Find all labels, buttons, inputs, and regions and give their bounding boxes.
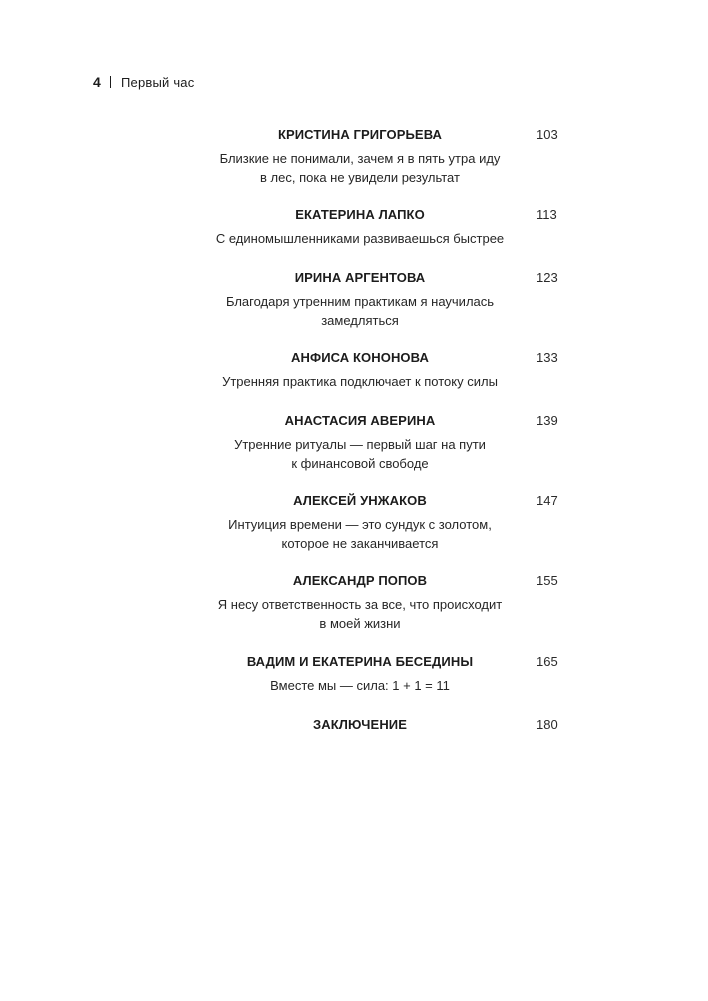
toc-entry[interactable] [200, 412, 558, 473]
toc-entry-name: ЕКАТЕРИНА ЛАПКО [295, 207, 425, 222]
toc-entry-subtitle-line: Близкие не понимали, зачем я в пять утра иду [219, 151, 501, 166]
toc-entry-subtitle-line: Я несу ответственность за все, что происходит [217, 597, 503, 612]
toc-entry[interactable] [200, 653, 558, 695]
toc-entry[interactable] [200, 492, 558, 553]
toc-entry-page: 123 [536, 270, 558, 285]
toc-entry-subtitle-line: Благодаря утренним практикам я научилась [225, 294, 495, 309]
toc-entry-subtitle-line: в лес, пока не увидели результат [260, 170, 460, 185]
toc-entry-page: 155 [536, 573, 558, 588]
toc-entry-subtitle [200, 595, 520, 633]
toc-entry-subtitle [200, 149, 520, 187]
page-number: 4 [93, 74, 101, 90]
toc-entry-subtitle-line: к финансовой свободе [291, 456, 429, 471]
toc-entry[interactable] [200, 349, 558, 391]
toc-entry[interactable] [200, 572, 558, 633]
toc-entry-page: 103 [536, 127, 558, 142]
toc-entry-name: АЛЕКСЕЙ УНЖАКОВ [293, 493, 427, 508]
toc-entry-subtitle [200, 372, 520, 391]
toc-entry-page: 139 [536, 413, 558, 428]
toc-entry-subtitle [200, 515, 520, 553]
toc-entry-name: АНАСТАСИЯ АВЕРИНА [284, 413, 436, 428]
toc-entry-page: 113 [536, 207, 557, 222]
toc-entry-name: КРИСТИНА ГРИГОРЬЕВА [277, 127, 443, 142]
toc-entry-subtitle [200, 676, 520, 695]
toc-entry-subtitle-line: Вместе мы — сила: 1 + 1 = 11 [270, 678, 450, 693]
toc-entry-subtitle [200, 229, 520, 248]
toc-entry-subtitle-line: Утренние ритуалы — первый шаг на пути [234, 437, 486, 452]
toc-entry-subtitle-line: замедляться [321, 313, 399, 328]
toc-entry[interactable] [200, 269, 558, 330]
book-title: Первый час [121, 74, 195, 90]
toc-entry-page: 165 [536, 654, 558, 669]
toc-entry-name: АЛЕКСАНДР ПОПОВ [292, 573, 428, 588]
toc-entry-subtitle-line: в моей жизни [319, 616, 401, 631]
toc-entry-name: АНФИСА КОНОНОВА [291, 350, 429, 365]
toc-entry-page: 180 [536, 717, 558, 732]
toc-entry-subtitle-line: Утренняя практика подключает к потоку силы [222, 374, 498, 389]
toc-entry[interactable] [200, 716, 558, 734]
toc-entry-name: ВАДИМ И ЕКАТЕРИНА БЕСЕДИНЫ [246, 654, 474, 669]
toc-entry-subtitle [200, 292, 520, 330]
toc-entry-name: ИРИНА АРГЕНТОВА [294, 270, 426, 285]
toc-entry-subtitle [200, 435, 520, 473]
toc-entry-page: 133 [536, 350, 558, 365]
toc-entry-name: ЗАКЛЮЧЕНИЕ [312, 717, 408, 732]
toc-entry[interactable] [200, 206, 557, 248]
toc-entry-subtitle-line: Интуиция времени — это сундук с золотом, [228, 517, 492, 532]
toc-entry[interactable] [200, 126, 558, 187]
toc-entry-page: 147 [536, 493, 558, 508]
toc-entry-subtitle-line: которое не заканчивается [281, 536, 439, 551]
toc-entry-subtitle-line: С единомышленниками развиваешься быстрее [215, 231, 505, 246]
